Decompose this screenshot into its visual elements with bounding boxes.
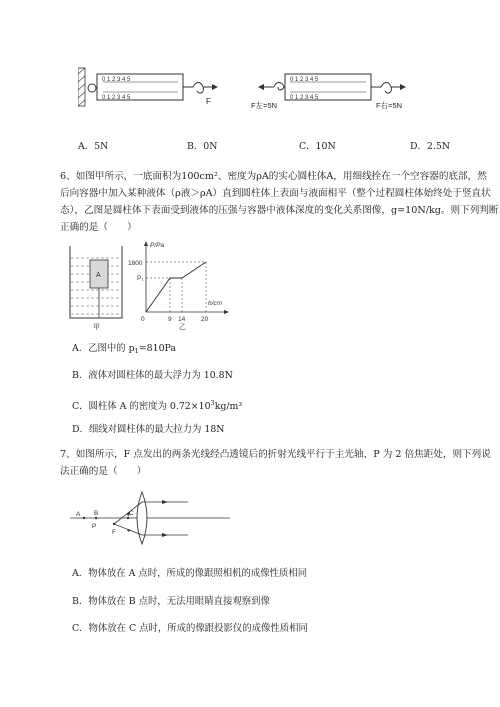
graph-x-20: 20 (201, 316, 209, 323)
graph-x-14: 14 (178, 316, 186, 323)
q6-line-4: 正确的是（ ） (60, 222, 137, 233)
point-p-label: P (92, 523, 97, 530)
graph-origin: 0 (141, 316, 145, 323)
q7-option-a: A．物体放在 A 点时，所成的像跟照相机的成像性质相同 (72, 568, 308, 579)
q7-line-1: 7、如图所示，F 点发出的两条光线经凸透镜后的折射光线平行于主光轴，P 为 2 倍焦距处，则下列说 (60, 449, 491, 460)
q7-option-b: B．物体放在 B 点时，无法用眼睛直接观察到像 (72, 596, 270, 607)
q7-option-c: C．物体放在 C 点时，所成的像跟投影仪的成像性质相同 (72, 623, 308, 634)
q5-option-c: C．10N (299, 141, 336, 152)
graph-y-1800: 1800 (128, 260, 143, 267)
q6-line-3: 态），乙图是圆柱体下表面受到液体的压强与容器中液体深度的变化关系图像，g=10N/kg。则下列判断 (60, 205, 499, 216)
q7-stem (60, 446, 491, 480)
spring-balance-left (88, 74, 218, 101)
label-yi: 乙 (179, 324, 186, 330)
q7-lens-figure (70, 490, 230, 550)
force-label-left: F左=5N (251, 101, 278, 110)
point-a-label: A (76, 511, 81, 518)
svg-text:0 1 2 3 4 5: 0 1 2 3 4 5 (102, 95, 131, 101)
svg-text:0 1 2 3 4 5: 0 1 2 3 4 5 (290, 77, 319, 83)
q6-option-a: A．乙图中的 $p_1=810Pa$ (72, 343, 177, 355)
q5-option-b: B．0N (187, 141, 218, 152)
q6-option-b: B．液体对圆柱体的最大浮力为 10.8N (72, 370, 233, 381)
q6-figure (66, 240, 286, 330)
graph-x-9: 9 (168, 316, 172, 323)
point-c-label: C (129, 510, 134, 517)
q7-line-2: 法正确的是（ ） (60, 466, 147, 477)
cylinder-a-label: A (96, 272, 101, 279)
point-f-label: F (112, 529, 116, 536)
q5-option-d: D．2.5N (410, 141, 451, 152)
graph-xlabel: h/cm (208, 300, 223, 307)
svg-text:0 1 2 3 4 5: 0 1 2 3 4 5 (102, 77, 131, 83)
label-jia: 甲 (93, 324, 100, 330)
graph-y-p1: P₁ (137, 275, 144, 282)
q6-line-2: 后向容器中加入某种液体（ρ液＞ρA）直到圆柱体上表面与液面相平（整个过程圆柱体始终处于竖直状 (60, 188, 491, 199)
spring-balance-figure (78, 60, 438, 120)
q6-option-d: D．细线对圆柱体的最大拉力为 18N (72, 424, 225, 435)
q6-option-c: C．圆柱体 A 的密度为 $0.72\times 10^3kg/m^3$ (72, 399, 243, 412)
force-label-f: F (206, 97, 211, 106)
q6-line-1: 6、如图甲所示，一底面积为100cm²、密度为ρA的实心圆柱体A，用细线拴在一个空容器的底部，然 (60, 171, 487, 182)
wall (78, 68, 85, 106)
graph-ylabel: P/Pa (150, 242, 165, 249)
q6-stem (60, 168, 499, 236)
container-jia (70, 246, 122, 318)
q5-option-a: A．5N (78, 141, 109, 152)
force-label-right: F右=5N (376, 101, 403, 110)
spring-balance-right (258, 74, 406, 101)
svg-text:0 1 2 3 4 5: 0 1 2 3 4 5 (290, 95, 319, 101)
point-b-label: B (94, 510, 99, 517)
